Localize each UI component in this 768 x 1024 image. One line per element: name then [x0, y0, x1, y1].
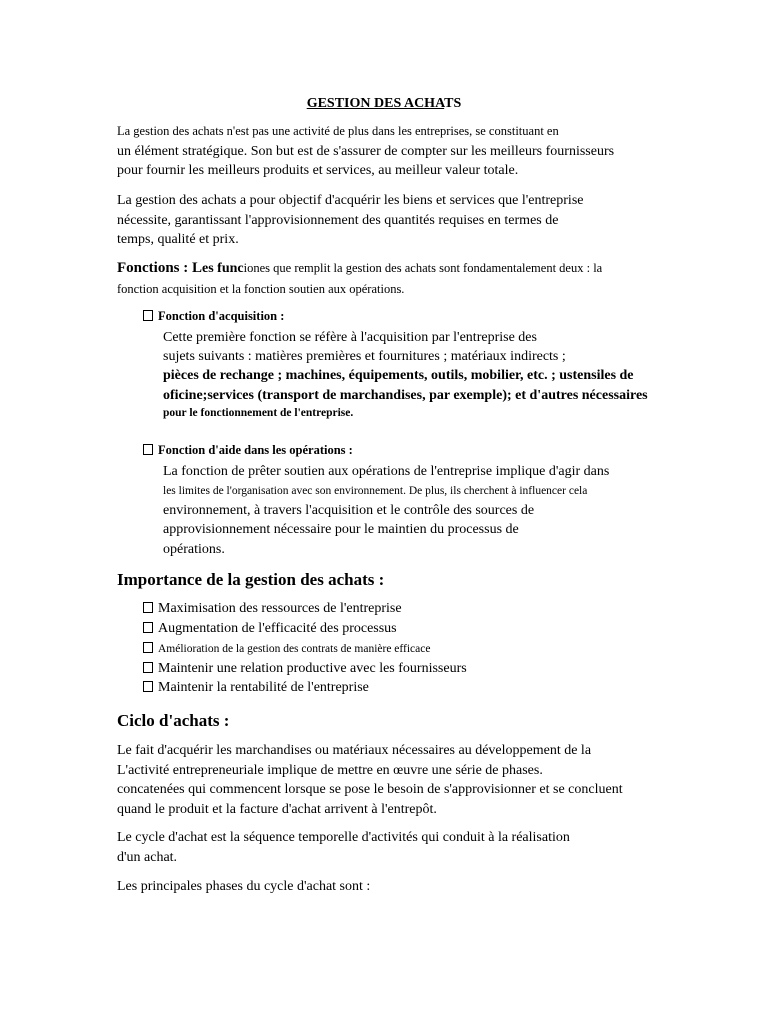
list-item	[143, 679, 369, 696]
functions-lead-label: Fonctions : L	[117, 260, 203, 276]
bullet-box-icon	[143, 642, 153, 653]
cycle-p1-line-1: Le fait d'acquérir les marchandises ou matériaux nécessaires au développement de la	[117, 743, 592, 758]
cycle-p1-line-3: concatenées qui commencent lorsque se pose le besoin de s'approvisionner et se concluent	[117, 782, 623, 797]
page-title	[0, 95, 768, 112]
operations-line-4: approvisionnement nécessaire pour le maintien du processus de	[163, 522, 519, 537]
page-title-rest: TS	[444, 96, 462, 111]
cycle-p1-line-2: L'activité entrepreneuriale implique de mettre en œuvre une série de phases.	[117, 763, 543, 778]
acquisition-heading-text: Fonction d'acquisition :	[158, 309, 285, 323]
bullet-box-icon	[143, 602, 153, 613]
objective-line-3: temps, qualité et prix.	[117, 232, 239, 247]
cycle-p2-line-1: Le cycle d'achat est la séquence temporelle d'activités qui conduit à la réalisation	[117, 830, 570, 845]
bullet-box-icon	[143, 662, 153, 673]
list-item	[143, 641, 430, 658]
bullet-box-icon	[143, 444, 153, 455]
acquisition-line-3: pièces de rechange ; machines, équipements, outils, mobilier, etc. ; ustensiles de	[163, 368, 634, 383]
operations-heading-text: Fonction d'aide dans les opérations :	[158, 443, 353, 457]
importance-item-text: Augmentation de l'efficacité des processus	[158, 621, 397, 636]
importance-item-text: Amélioration de la gestion des contrats de manière efficace	[158, 643, 431, 655]
list-item	[143, 600, 402, 617]
intro-line-3: pour fournir les meilleurs produits et services, au meilleur valeur totale.	[117, 163, 519, 178]
operations-heading	[143, 442, 353, 459]
cycle-p3: Les principales phases du cycle d'achat sont :	[117, 879, 371, 894]
bullet-box-icon	[143, 681, 153, 692]
functions-lead-bold: es func	[202, 261, 244, 276]
importance-item-text: Maintenir une relation productive avec les fournisseurs	[158, 661, 467, 676]
list-item	[143, 660, 467, 677]
operations-line-2: les limites de l'organisation avec son environnement. De plus, ils cherchent à influencer cela	[163, 485, 588, 497]
objective-line-2: nécessite, garantissant l'approvisionnement des quantités requises en termes de	[117, 213, 559, 228]
importance-item-text: Maximisation des ressources de l'entreprise	[158, 601, 402, 616]
functions-lead-rest: iones que remplit la gestion des achats sont fondamentalement deux : la	[243, 261, 603, 275]
page-title-underlined: GESTION DES ACHA	[306, 96, 445, 111]
importance-heading: Importance de la gestion des achats :	[117, 570, 385, 589]
operations-line-1: La fonction de prêter soutien aux opérations de l'entreprise implique d'agir dans	[163, 464, 610, 479]
operations-line-5: opérations.	[163, 542, 225, 557]
acquisition-line-2: sujets suivants : matières premières et fournitures ; matériaux indirects ;	[163, 349, 566, 364]
intro-line-1: La gestion des achats n'est pas une activité de plus dans les entreprises, se constituant en	[117, 124, 559, 138]
objective-line-1: La gestion des achats a pour objectif d'acquérir les biens et services que l'entreprise	[117, 193, 584, 208]
operations-line-3: environnement, à travers l'acquisition et le contrôle des sources de	[163, 503, 535, 518]
acquisition-line-4: oficine;services (transport de marchandises, par exemple); et d'autres nécessaires	[163, 388, 648, 403]
bullet-box-icon	[143, 622, 153, 633]
functions-line-1	[117, 260, 602, 277]
functions-line-2: fonction acquisition et la fonction soutien aux opérations.	[117, 282, 405, 296]
acquisition-line-1: Cette première fonction se réfère à l'acquisition par l'entreprise des	[163, 330, 537, 345]
cycle-heading: Ciclo d'achats :	[117, 711, 230, 730]
cycle-p1-line-4: quand le produit et la facture d'achat arrivent à l'entrepôt.	[117, 802, 437, 817]
importance-item-text: Maintenir la rentabilité de l'entreprise	[158, 680, 369, 695]
acquisition-heading	[143, 308, 284, 325]
list-item	[143, 620, 397, 637]
bullet-box-icon	[143, 310, 153, 321]
cycle-p2-line-2: d'un achat.	[117, 850, 178, 865]
intro-line-2: un élément stratégique. Son but est de s'assurer de compter sur les meilleurs fournisseurs	[117, 144, 615, 159]
acquisition-line-5: pour le fonctionnement de l'entreprise.	[163, 407, 354, 419]
